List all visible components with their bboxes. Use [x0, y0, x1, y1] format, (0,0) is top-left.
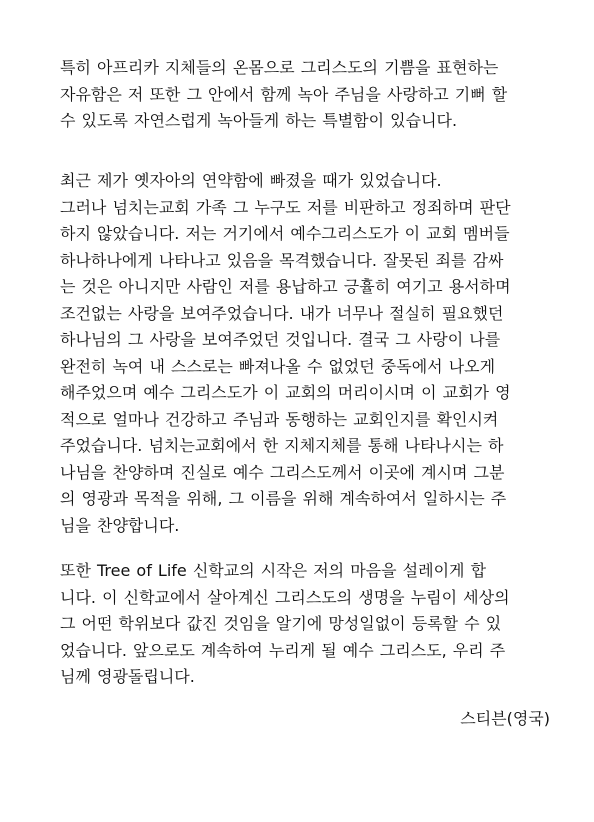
paragraph-line: 님께 영광돌립니다.: [60, 667, 195, 686]
paragraph-line: 는 것은 아니지만 사람인 저를 용납하고 긍휼히 여기고 용서하며: [60, 277, 511, 296]
paragraph-1: [60, 55, 507, 135]
paragraph-line: 님을 찬양합니다.: [60, 515, 180, 535]
paragraph-line: 해주었으며 예수 그리스도가 이 교회의 머리이시며 이 교회가 영: [60, 383, 511, 402]
paragraph-line: 수 있도록 자연스럽게 녹아들게 하는 특별함이 있습니다.: [60, 111, 458, 130]
paragraph-3: [60, 558, 510, 691]
paragraph-line: 나님을 찬양하며 진실로 예수 그리스도께서 이곳에 계시며 그분: [60, 462, 505, 482]
paragraph-line: 하나하나에게 나타나고 있음을 목격했습니다. 잘못된 죄를 감싸: [60, 250, 504, 270]
paragraph-line: 그 어떤 학위보다 값진 것임을 알기에 망성일없이 등록할 수 있: [60, 614, 502, 633]
paragraph-line: 자유함은 저 또한 그 안에서 함께 녹아 주님을 사랑하고 기뻐 할: [60, 84, 508, 104]
paragraph-line: 특히 아프리카 지체들의 온몸으로 그리스도의 기쁨을 표현하는: [60, 58, 499, 77]
paragraph-line: 적으로 얼마나 건강하고 주님과 동행하는 교회인지를 확인시켜: [60, 409, 499, 429]
paragraph-line: 주었습니다. 넘치는교회에서 한 지체지체를 통해 나타나시는 하: [60, 436, 504, 455]
paragraph-line: 하지 않았습니다. 저는 거기에서 예수그리스도가 이 교회 멤버들: [60, 224, 510, 243]
paragraph-line: 하나님의 그 사랑을 보여주었던 것입니다. 결국 그 사랑이 나를: [60, 330, 501, 349]
paragraph-line: 니다. 이 신학교에서 살아계신 그리스도의 생명을 누림이 세상의: [60, 587, 510, 607]
paragraph-line: 최근 제가 옛자아의 연약함에 빠졌을 때가 있었습니다.: [60, 171, 442, 190]
paragraph-line: 조건없는 사랑을 보여주었습니다. 내가 너무나 절실히 필요했던: [60, 303, 504, 323]
paragraph-line: 완전히 녹여 내 스스로는 빠져나올 수 없었던 중독에서 나오게: [60, 356, 496, 376]
paragraph-line: 또한 Tree of Life 신학교의 시작은 저의 마음을 설레이게 합: [60, 561, 487, 580]
paragraph-line: 의 영광과 목적을 위해, 그 이름을 위해 계속하여서 일하시는 주: [60, 489, 507, 508]
paragraph-2: [60, 168, 511, 539]
paragraph-line: 었습니다. 앞으로도 계속하여 누리게 될 예수 그리스도, 우리 주: [60, 640, 506, 660]
signature: 스티븐(영국): [460, 709, 550, 728]
paragraph-line: 그러나 넘치는교회 가족 그 누구도 저를 비판하고 정죄하며 판단: [60, 197, 511, 217]
